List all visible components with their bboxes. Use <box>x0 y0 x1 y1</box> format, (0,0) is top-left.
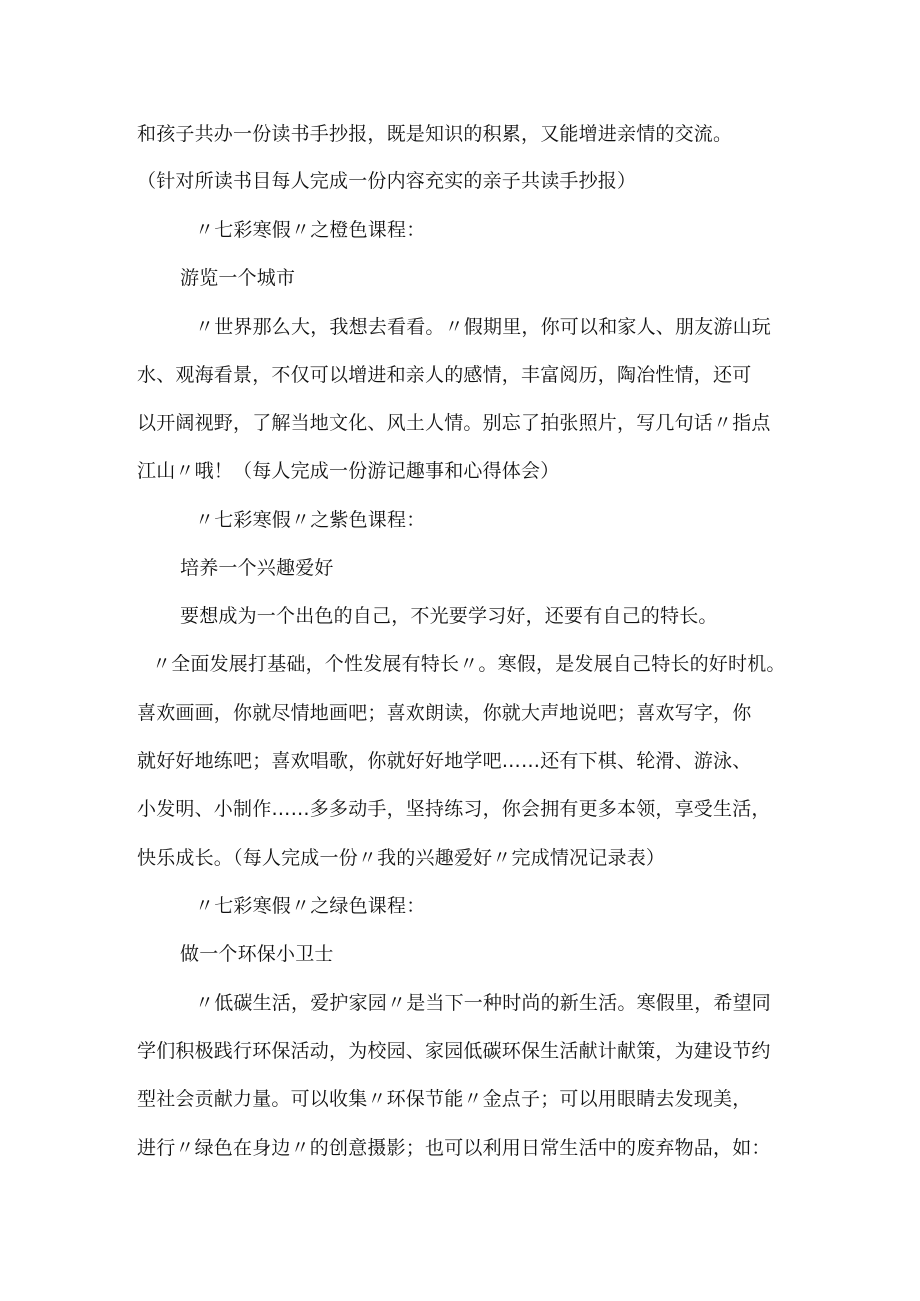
paragraph-line: 型社会贡献力量。可以收集〃环保节能〃金点子；可以用眼睛去发现美， <box>137 1088 752 1110</box>
paragraph-line: 进行〃绿色在身边〃的创意摄影；也可以利用日常生活中的废弃物品，如： <box>137 1137 771 1159</box>
paragraph-line: 喜欢画画，你就尽情地画吧；喜欢朗读，你就大声地说吧；喜欢写字，你 <box>137 702 752 724</box>
paragraph-line: 水、观海看景，不仅可以增进和亲人的感情，丰富阅历，陶冶性情，还可 <box>137 364 752 386</box>
section-heading: 〃七彩寒假〃之紫色课程： <box>195 509 426 531</box>
section-heading: 〃七彩寒假〃之绿色课程： <box>195 895 426 917</box>
paragraph-line: 和孩子共办一份读书手抄报，既是知识的积累，又能增进亲情的交流。 <box>137 123 733 145</box>
paragraph-line: 〃全面发展打基础，个性发展有特长〃。寒假，是发展自己特长的好时机。 <box>152 653 786 675</box>
paragraph-line: 就好好地练吧；喜欢唱歌，你就好好地学吧……还有下棋、轮滑、游泳、 <box>137 750 752 772</box>
paragraph-line: 江山〃哦！（每人完成一份游记趣事和心得体会） <box>137 460 560 482</box>
section-subheading: 做一个环保小卫士 <box>180 943 334 965</box>
paragraph-line: 〃低碳生活，爱护家园〃是当下一种时尚的新生活。寒假里，希望同 <box>195 992 772 1014</box>
paragraph-line: 学们积极践行环保活动，为校园、家园低碳环保生活献计献策，为建设节约 <box>137 1040 771 1062</box>
section-subheading: 游览一个城市 <box>180 267 296 289</box>
paragraph-line: 小发明、小制作……多多动手，坚持练习，你会拥有更多本领，享受生活， <box>137 798 771 820</box>
paragraph-line: 以开阔视野，了解当地文化、风土人情。别忘了拍张照片，写几句话〃指点 <box>137 412 771 434</box>
paragraph-line: 要想成为一个出色的自己，不光要学习好，还要有自己的特长。 <box>180 605 718 627</box>
paragraph-line: （针对所读书目每人完成一份内容充实的亲子共读手抄报） <box>137 170 637 192</box>
section-subheading: 培养一个兴趣爱好 <box>180 557 334 579</box>
paragraph-line: 〃世界那么大，我想去看看。〃假期里，你可以和家人、朋友游山玩 <box>195 316 772 338</box>
section-heading: 〃七彩寒假〃之橙色课程： <box>195 219 426 241</box>
paragraph-line: 快乐成长。（每人完成一份〃我的兴趣爱好〃完成情况记录表） <box>137 847 666 869</box>
